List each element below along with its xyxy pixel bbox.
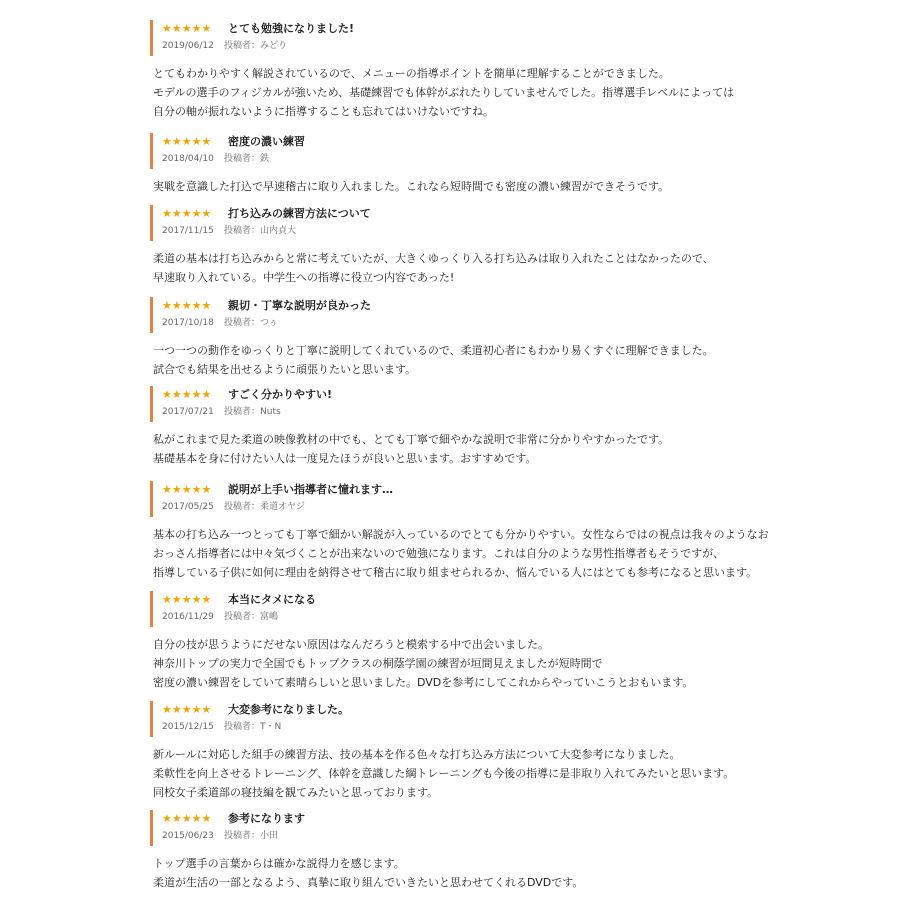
review-text-line: 柔道の基本は打ち込みからと常に考えていたが、大きくゆっくり入る打ち込みは取り入れたことはなかったので、 <box>153 252 714 265</box>
poster-label: 投稿者： <box>224 41 261 51</box>
star-rating: ★★★★★ <box>162 483 212 496</box>
poster-name: 小田 <box>260 831 279 841</box>
review-date: 2017/05/25 <box>162 502 214 512</box>
review-title: 親切・丁寧な説明が良かった <box>228 299 371 312</box>
poster-label: 投稿者： <box>224 502 261 512</box>
review-meta <box>162 405 281 419</box>
star-rating: ★★★★★ <box>162 593 212 606</box>
review-meta <box>162 316 278 330</box>
review-body <box>153 635 793 692</box>
review-text-line: 自分の技が思うようにだせない原因はなんだろうと模索する中で出会いました。 <box>153 638 549 651</box>
review-meta <box>162 610 278 624</box>
poster-label: 投稿者： <box>224 318 261 328</box>
review-header <box>150 810 762 846</box>
review-header <box>150 133 762 169</box>
review-text-line: 神奈川トップの実力で全国でもトップクラスの桐蔭学園の練習が垣間見えましたが短時間で <box>153 657 603 670</box>
review-title: 打ち込みの練習方法について <box>228 207 371 220</box>
review-text-line: トップ選手の言葉からは確かな説得力を感じます。 <box>153 857 405 870</box>
review-text-line: 実戦を意識した打込で早速稽古に取り入れました。これなら短時間でも密度の濃い練習ができそうです。 <box>153 180 670 193</box>
review-meta <box>162 720 281 734</box>
review-body <box>153 177 793 196</box>
review-text-line: おっさん指導者には中々気づくことが出来ないので勉強になります。これは自分のような男性指導者もそうですが、 <box>153 547 725 560</box>
review-text-line: 基本の打ち込み一つとっても丁寧で細かい解説が入っているのでとても分かりやすい。女性ならではの視点は我々のようなお <box>153 528 769 541</box>
review-date: 2019/06/12 <box>162 41 214 51</box>
poster-label: 投稿者： <box>224 226 261 236</box>
review-text-line: 試合でも結果を出せるように頑張りたいと思います。 <box>153 363 417 376</box>
poster-label: 投稿者： <box>224 154 261 164</box>
review-date: 2016/11/29 <box>162 612 214 622</box>
review-meta <box>162 829 278 843</box>
poster-label: 投稿者： <box>224 612 261 622</box>
star-rating: ★★★★★ <box>162 22 212 35</box>
review-date: 2015/12/15 <box>162 722 214 732</box>
poster-name: 鉄 <box>260 154 270 164</box>
review-body <box>153 341 793 379</box>
star-rating: ★★★★★ <box>162 207 212 220</box>
review-text-line: 自分の軸が振れないように指導することも忘れてはいけないですね。 <box>153 105 494 118</box>
review-text-line: 同校女子柔道部の寝技編を観てみたいと思っております。 <box>153 786 439 799</box>
review-body <box>153 64 793 121</box>
review-title: 密度の濃い練習 <box>228 135 305 148</box>
review-text-line: 新ルールに対応した組手の練習方法、技の基本を作る色々な打ち込み方法について大変参考になりました。 <box>153 748 681 761</box>
poster-label: 投稿者： <box>224 722 261 732</box>
review-body <box>153 430 793 468</box>
review-header <box>150 297 762 333</box>
review-text-line: 私がこれまで見た柔道の映像教材の中でも、とても丁寧で細やかな説明で非常に分かりやすかったです。 <box>153 433 670 446</box>
review-date: 2015/06/23 <box>162 831 214 841</box>
review-text-line: モデルの選手のフィジカルが強いため、基礎練習でも体幹がぶれたりしていませんでした。指導選手レベルによっては <box>153 86 735 99</box>
review-title: 大変参考になりました。 <box>228 703 349 716</box>
poster-name: 柔道オヤジ <box>260 502 305 512</box>
review-title: 説明が上手い指導者に憧れます… <box>228 483 393 496</box>
review-text-line: 基礎基本を身に付けたい人は一度見たほうが良いと思います。おすすめです。 <box>153 452 537 465</box>
review-text-line: 早速取り入れている。中学生への指導に役立つ内容であった! <box>153 271 455 284</box>
review-text-line: 柔道が生活の一部となるよう、真摯に取り組んでいきたいと思わせてくれるDVDです。 <box>153 876 584 889</box>
poster-name: つぅ <box>260 318 278 328</box>
review-body <box>153 745 793 802</box>
review-text-line: とてもわかりやすく解説されているので、メニューの指導ポイントを簡単に理解することができました。 <box>153 67 670 80</box>
review-header <box>150 20 762 56</box>
star-rating: ★★★★★ <box>162 703 212 716</box>
review-date: 2017/10/18 <box>162 318 214 328</box>
star-rating: ★★★★★ <box>162 388 212 401</box>
star-rating: ★★★★★ <box>162 135 212 148</box>
review-header <box>150 386 762 422</box>
poster-label: 投稿者： <box>224 407 261 417</box>
star-rating: ★★★★★ <box>162 299 212 312</box>
poster-name: みどり <box>260 41 288 51</box>
review-text-line: 一つ一つの動作をゆっくりと丁寧に説明してくれているので、柔道初心者にもわかり易くすぐに理解できました。 <box>153 344 714 357</box>
poster-name: T・N <box>260 722 282 732</box>
poster-name: 山内貞大 <box>260 226 297 236</box>
review-date: 2018/04/10 <box>162 154 214 164</box>
review-meta <box>162 152 269 166</box>
review-header <box>150 481 762 517</box>
review-body <box>153 525 793 582</box>
review-meta <box>162 39 287 53</box>
review-body <box>153 249 793 287</box>
review-title: すごく分かりやすい! <box>228 388 333 401</box>
review-date: 2017/11/15 <box>162 226 214 236</box>
star-rating: ★★★★★ <box>162 812 212 825</box>
review-title: 本当にタメになる <box>228 593 316 606</box>
review-header <box>150 591 762 627</box>
review-text-line: 指導している子供に如何に理由を納得させて稽古に取り組ませられるか、悩んでいる人にはとても参考になると思います。 <box>153 566 758 579</box>
poster-label: 投稿者： <box>224 831 261 841</box>
review-meta <box>162 224 296 238</box>
review-header <box>150 701 762 737</box>
review-date: 2017/07/21 <box>162 407 214 417</box>
poster-name: Nuts <box>260 407 281 417</box>
review-body <box>153 854 793 892</box>
review-text-line: 柔軟性を向上させるトレーニング、体幹を意識した綱トレーニングも今後の指導に是非取り入れてみたいと思います。 <box>153 767 735 780</box>
review-header <box>150 205 762 241</box>
review-meta <box>162 500 305 514</box>
review-title: とても勉強になりました! <box>228 22 355 35</box>
review-title: 参考になります <box>228 812 305 825</box>
poster-name: 富嶋 <box>260 612 279 622</box>
review-text-line: 密度の濃い練習をしていて素晴らしいと思いました。DVDを参考にしてこれからやっていこうとおもいます。 <box>153 676 694 689</box>
